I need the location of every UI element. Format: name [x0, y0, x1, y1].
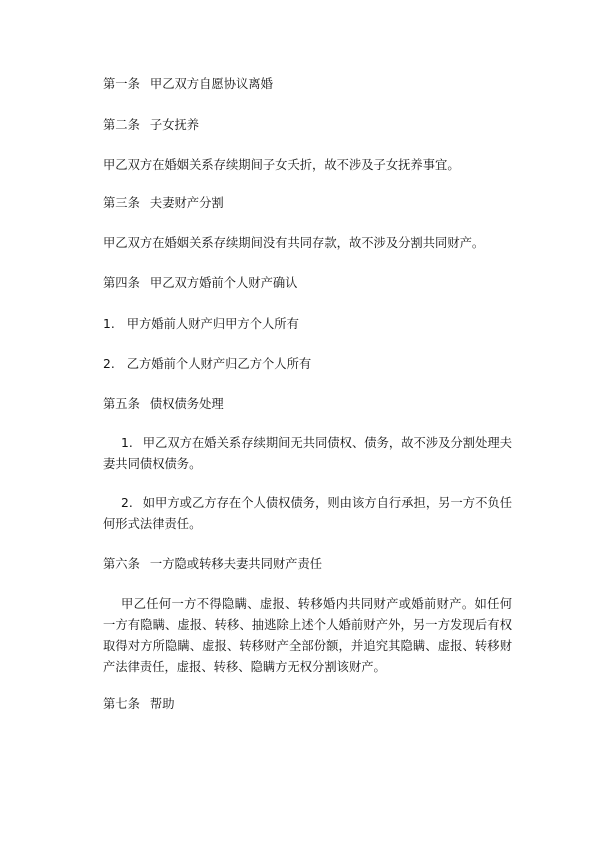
- children-paragraph: 甲乙双方在婚姻关系存续期间子女夭折，故不涉及子女抚养事宜。: [103, 158, 460, 172]
- article-4-heading: [103, 273, 297, 294]
- article-number: 第二条: [103, 118, 140, 132]
- article-number: 第三条: [103, 196, 140, 210]
- article-title: 债权债务处理: [149, 397, 224, 411]
- list-text: 乙方婚前个人财产归乙方个人所有: [126, 357, 312, 371]
- article-title: 甲乙双方婚前个人财产确认: [149, 276, 298, 290]
- article-number: 第一条: [103, 77, 140, 91]
- debt-item-2: [103, 493, 512, 535]
- list-number: 2.: [103, 357, 115, 371]
- list-number: 1.: [121, 436, 133, 450]
- article-title: 帮助: [149, 697, 175, 711]
- article-7-heading: [103, 694, 175, 715]
- article-number: 第七条: [103, 697, 140, 711]
- article-5-heading: [103, 394, 224, 415]
- debt-item-1: [103, 433, 512, 475]
- article-1-heading: [103, 74, 273, 95]
- article-title: 甲乙双方自愿协议离婚: [149, 77, 273, 91]
- article-title: 夫妻财产分割: [149, 196, 224, 210]
- article-6-heading: [103, 554, 322, 575]
- article-number: 第五条: [103, 397, 140, 411]
- list-number: 1.: [103, 317, 115, 331]
- article-title: 一方隐或转移夫妻共同财产责任: [149, 557, 323, 571]
- list-number: 2.: [121, 496, 133, 510]
- list-text: 甲乙双方在婚关系存续期间无共同债权、债务，故不涉及分割处理夫妻共同债权债务。: [103, 436, 512, 471]
- article-3-heading: [103, 193, 224, 214]
- article-number: 第六条: [103, 557, 140, 571]
- concealment-paragraph: 甲乙任何一方不得隐瞒、虚报、转移婚内共同财产或婚前财产。如任何一方有隐瞒、虚报、转移、抽逃除上述个人婚前财产外，另一方发现后有权取得对方所隐瞒、虚报、转移财产全部份额，并追究其隐瞒、虚报、转移财产法律责任，虚报、转移、隐瞒方无权分割该财产。: [103, 597, 512, 674]
- article-2-heading: [103, 115, 199, 136]
- article-number: 第四条: [103, 276, 140, 290]
- premarital-item-1: [103, 314, 299, 335]
- premarital-item-2: [103, 354, 311, 375]
- article-title: 子女抚养: [149, 118, 200, 132]
- list-text: 甲方婚前人财产归甲方个人所有: [126, 317, 299, 331]
- property-paragraph: 甲乙双方在婚姻关系存续期间没有共同存款，故不涉及分割共同财产。: [103, 236, 485, 250]
- list-text: 如甲方或乙方存在个人债权债务，则由该方自行承担，另一方不负任何形式法律责任。: [103, 496, 512, 531]
